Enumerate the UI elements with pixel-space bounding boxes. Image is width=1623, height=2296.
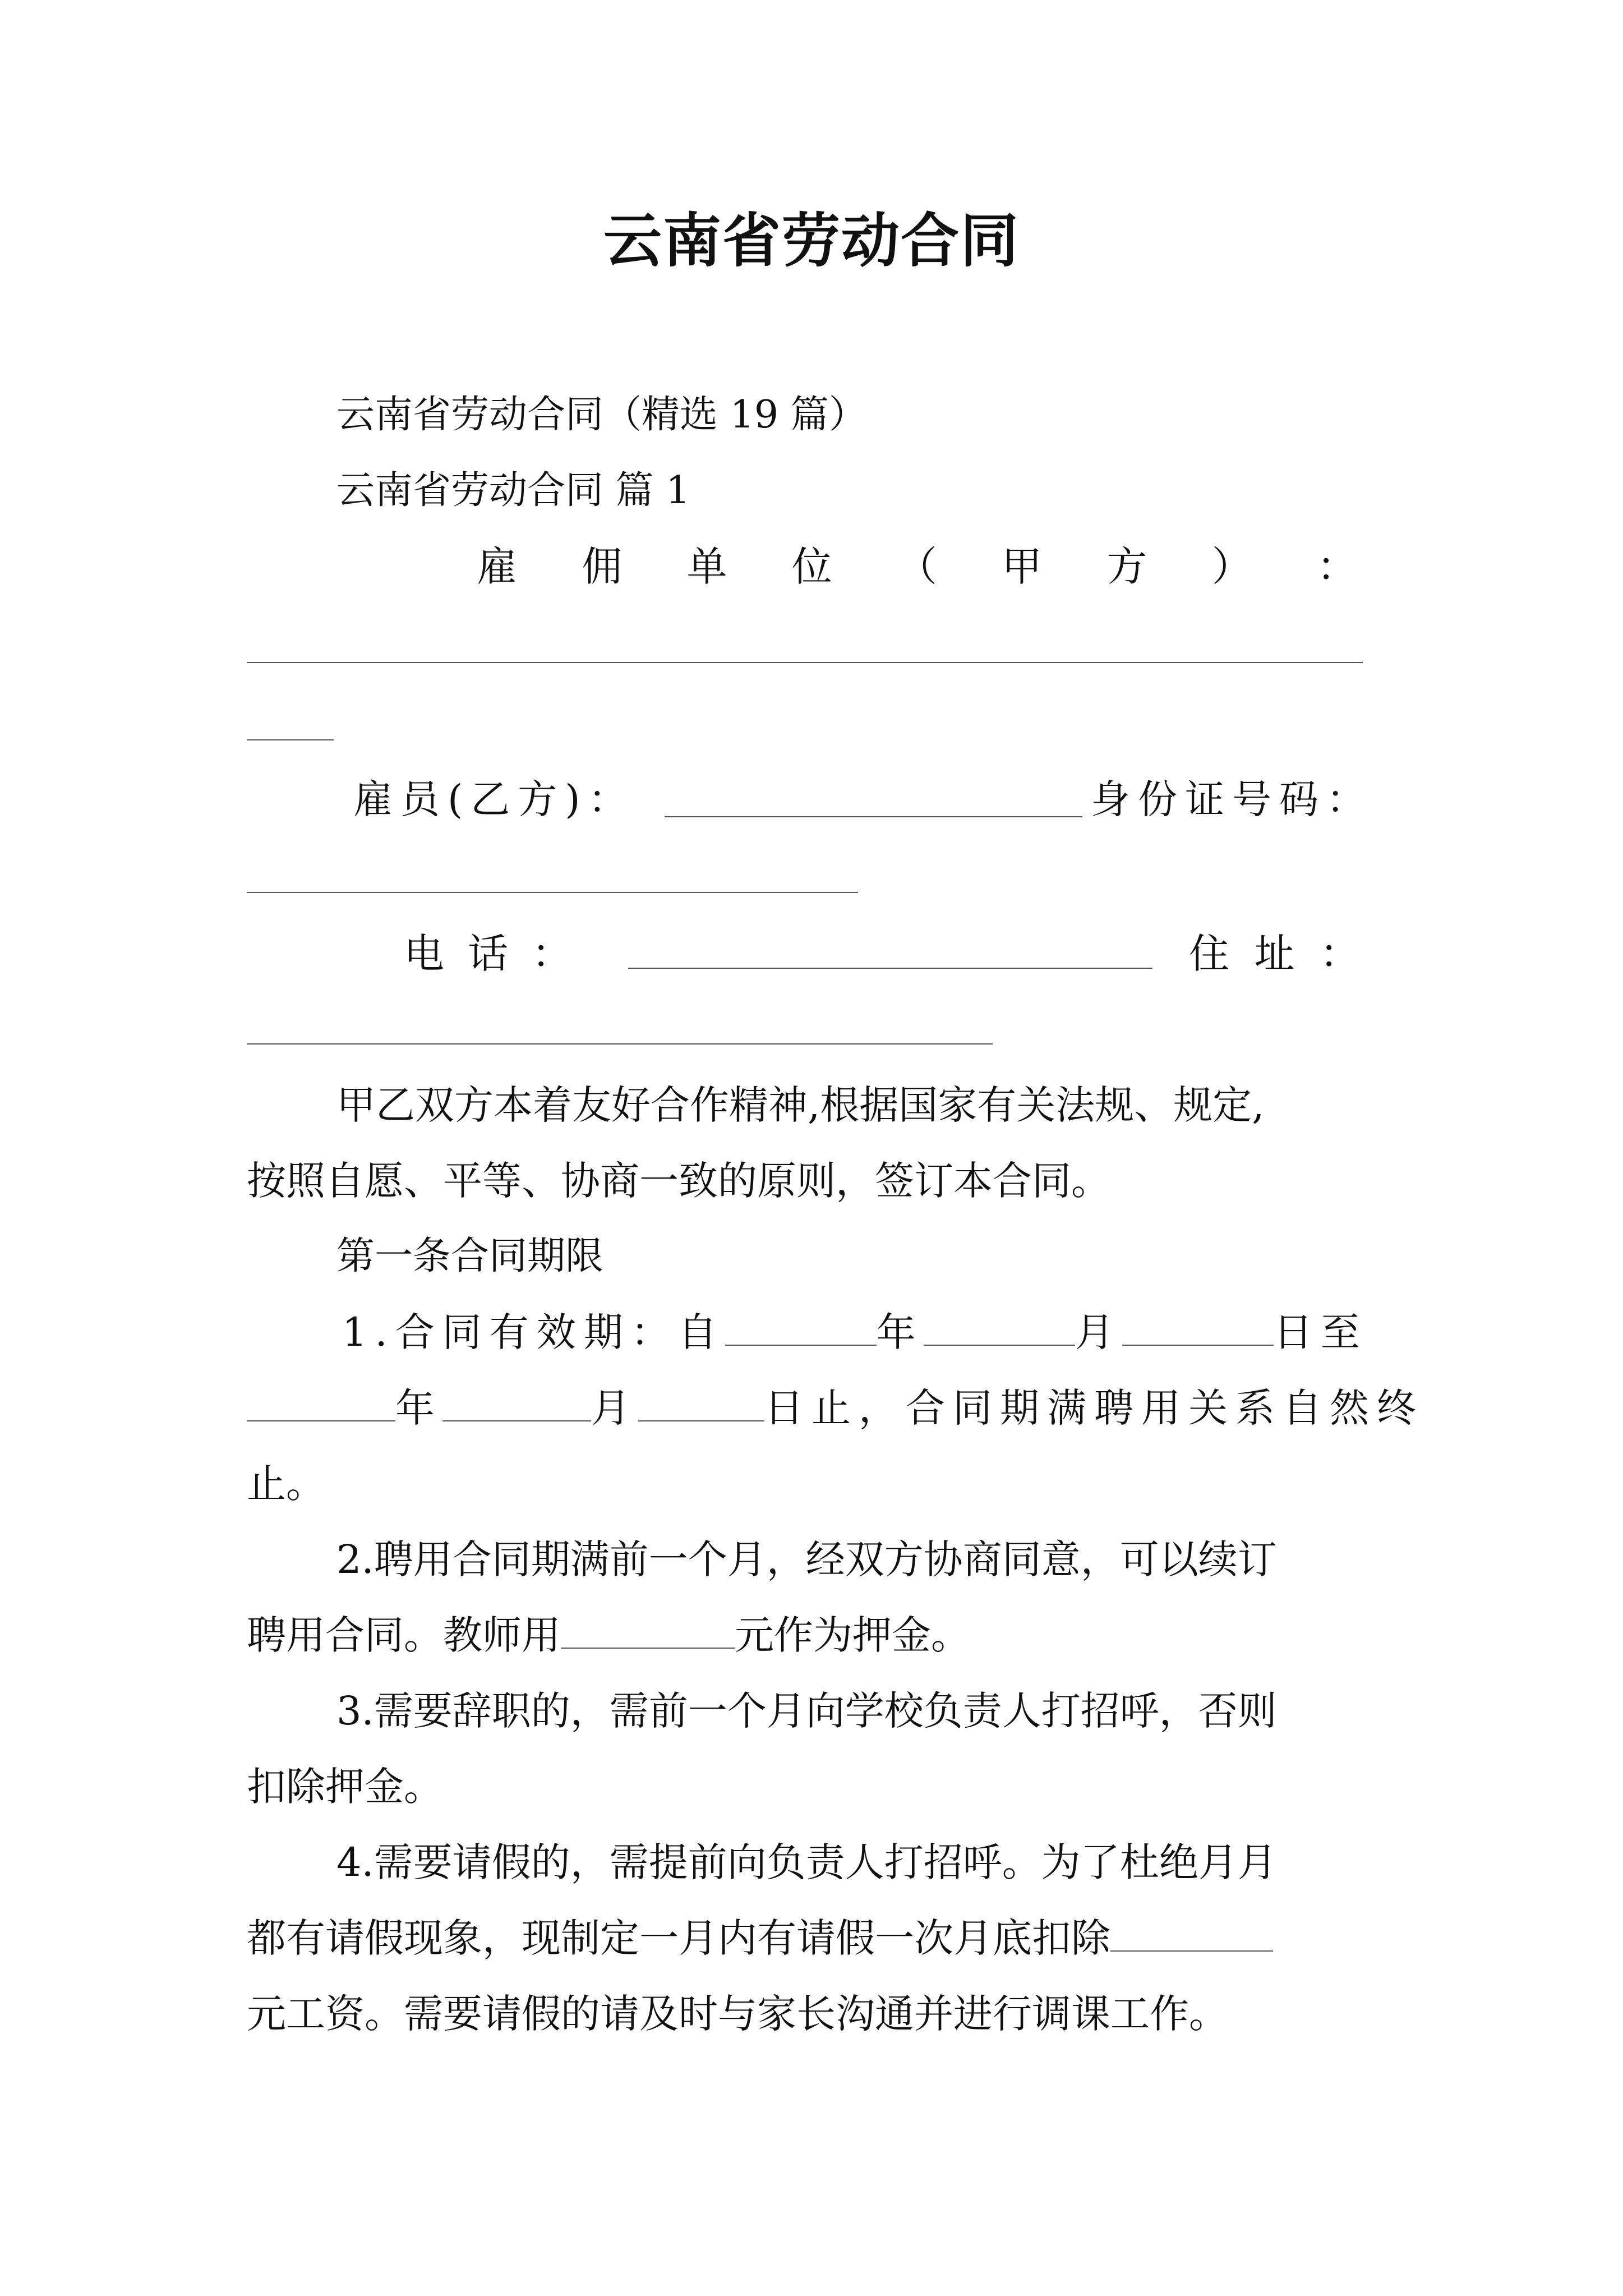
id-number-label: 身份证号码： [1091, 776, 1373, 822]
clause-1-line-2 [247, 1380, 1424, 1436]
clause-1-end: 日止，合同期满聘用关系自然终 [764, 1385, 1424, 1431]
employer-char: ： [1316, 543, 1357, 590]
end-month-blank [442, 1381, 591, 1421]
clause-1-tail: 止。 [247, 1461, 325, 1507]
end-year-blank [247, 1381, 395, 1421]
article-1-heading: 第一条合同期限 [336, 1234, 604, 1278]
address-char: 住 [1189, 930, 1230, 977]
intro-line-2: 按照自愿、平等、协商一致的原则，签订本合同。 [247, 1158, 1110, 1204]
phone-label [404, 926, 572, 982]
deposit-amount-blank [561, 1608, 735, 1649]
phone-blank [628, 968, 1152, 969]
employer-char: 甲 [1002, 543, 1043, 590]
employee-label: 雇员(乙方)： [353, 776, 635, 822]
clause-3-line-2: 扣除押金。 [247, 1764, 443, 1810]
start-month-blank [924, 1305, 1075, 1346]
clause-4-line-1: 4.需要请假的，需提前向负责人打招呼。为了杜绝月月 [336, 1839, 1277, 1885]
employee-name-blank [665, 816, 1082, 817]
employer-char: （ [896, 543, 937, 590]
address-char: ： [1319, 930, 1360, 977]
employer-char: 雇 [477, 543, 518, 590]
employer-char: 位 [791, 543, 832, 590]
address-label [1189, 926, 1360, 982]
clause-2-line-2 [247, 1607, 970, 1663]
clause-4-line-2 [247, 1910, 1273, 1966]
month-label: 月 [591, 1385, 638, 1431]
subtitle: 云南省劳动合同（精选 19 篇） [336, 393, 867, 437]
month-label: 月 [1075, 1309, 1122, 1355]
clause-4-line-3: 元工资。需要请假的请及时与家长沟通并进行调课工作。 [247, 1991, 1228, 2037]
employer-char: 佣 [582, 543, 623, 590]
employer-blank-line-cont [247, 739, 334, 740]
year-label: 年 [876, 1309, 924, 1355]
page-title: 云南省劳动合同 [603, 206, 1020, 275]
phone-char: ： [531, 930, 572, 977]
employer-label [477, 539, 1357, 595]
clause-2-text-b: 元作为押金。 [735, 1612, 970, 1658]
intro-line-1: 甲乙双方本着友好合作精神,根据国家有关法规、规定, [336, 1082, 1265, 1128]
clause-3-line-1: 3.需要辞职的，需前一个月向学校负责人打招呼，否则 [336, 1688, 1277, 1734]
year-label: 年 [395, 1385, 442, 1431]
employer-char: ） [1211, 543, 1252, 590]
section-heading: 云南省劳动合同 篇 1 [336, 468, 690, 513]
employer-char: 单 [686, 543, 727, 590]
day-to-label: 日至 [1273, 1309, 1368, 1355]
clause-4-text: 都有请假现象，现制定一月内有请假一次月底扣除 [247, 1915, 1110, 1961]
clause-2-text-a: 聘用合同。教师用 [247, 1612, 561, 1658]
employer-blank-line [247, 662, 1363, 663]
clause-1-line-1 [342, 1304, 1368, 1360]
phone-char: 话 [467, 930, 508, 977]
id-number-blank [247, 892, 858, 893]
address-char: 址 [1254, 930, 1295, 977]
wage-deduction-blank [1110, 1911, 1273, 1952]
phone-char: 电 [404, 930, 445, 977]
employer-char: 方 [1106, 543, 1147, 590]
start-day-blank [1122, 1305, 1274, 1346]
clause-2-line-1: 2.聘用合同期满前一个月，经双方协商同意，可以续订 [336, 1536, 1277, 1582]
end-day-blank [638, 1381, 764, 1421]
address-blank [247, 1043, 993, 1045]
clause-1-start: 1.合同有效期：自 [342, 1309, 725, 1355]
start-year-blank [725, 1305, 877, 1346]
